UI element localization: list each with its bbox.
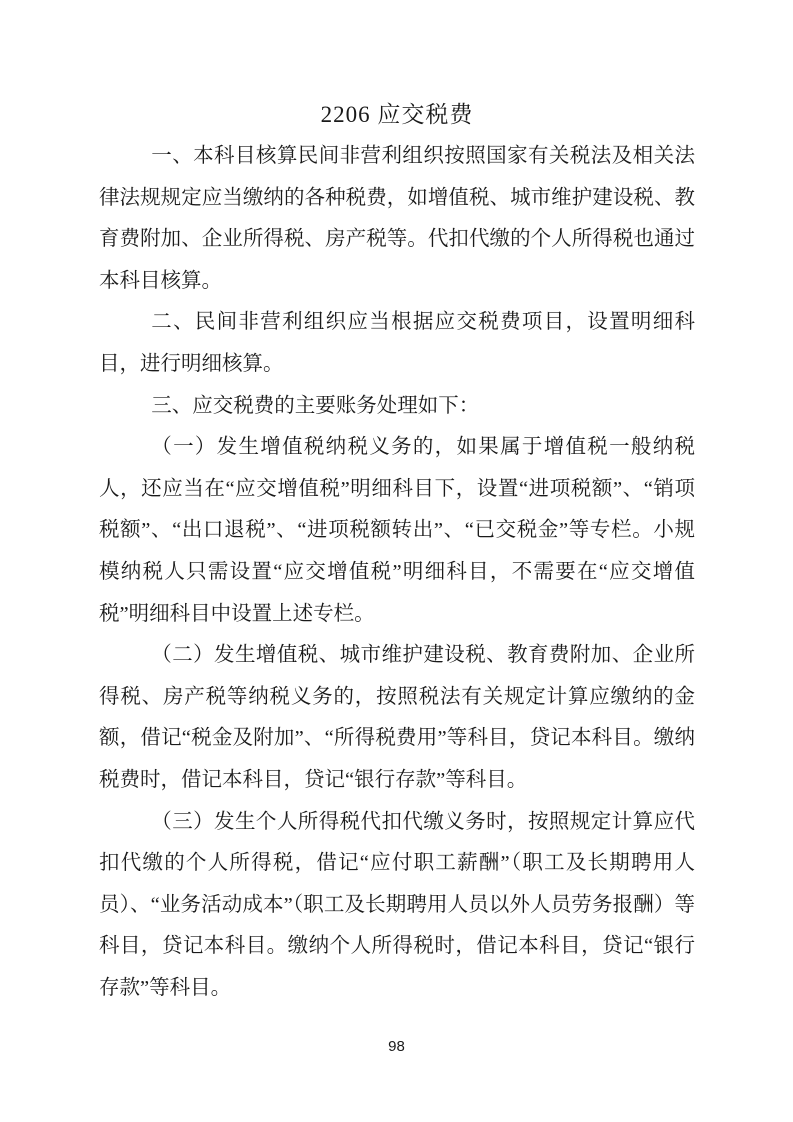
paragraph-3: 三、应交税费的主要账务处理如下： [151, 394, 480, 417]
paragraph-1: 一、本科目核算民间非营利组织按照国家有关税法及相关法律法规规定应当缴纳的各种税费，如增值税、城市维护建设税、教育费附加、企业所得税、房产税等。代扣代缴的个人所得税也通过本科目核算。 [99, 145, 695, 292]
paragraph-2: 二、民间非营利组织应当根据应交税费项目，设置明细科目，进行明细核算。 [99, 311, 695, 375]
page-title: 2206 应交税费 [320, 102, 474, 127]
paragraph-6: （三）发生个人所得税代扣代缴义务时，按照规定计算应代扣代缴的个人所得税，借记“应付职工薪酬”（职工及长期聘用人员）、“业务活动成本”（职工及长期聘用人员以外人员劳务报酬）等科目，贷记本科目。缴纳个人所得税时，借记本科目，贷记“银行存款”等科目。 [99, 810, 695, 999]
paragraph-5: （二）发生增值税、城市维护建设税、教育费附加、企业所得税、房产税等纳税义务的，按照税法有关规定计算应缴纳的金额，借记“税金及附加”、“所得税费用”等科目，贷记本科目。缴纳税费时，借记本科目，贷记“银行存款”等科目。 [99, 644, 695, 791]
page-number: 98 [388, 1038, 405, 1055]
paragraph-4: （一）发生增值税纳税义务的，如果属于增值税一般纳税人，还应当在“应交增值税”明细科目下，设置“进项税额”、“销项税额”、“出口退税”、“进项税额转出”、“已交税金”等专栏。小规模纳税人只需设置“应交增值税”明细科目，不需要在“应交增值税”明细科目中设置上述专栏。 [99, 436, 695, 625]
document-body [99, 94, 695, 1009]
